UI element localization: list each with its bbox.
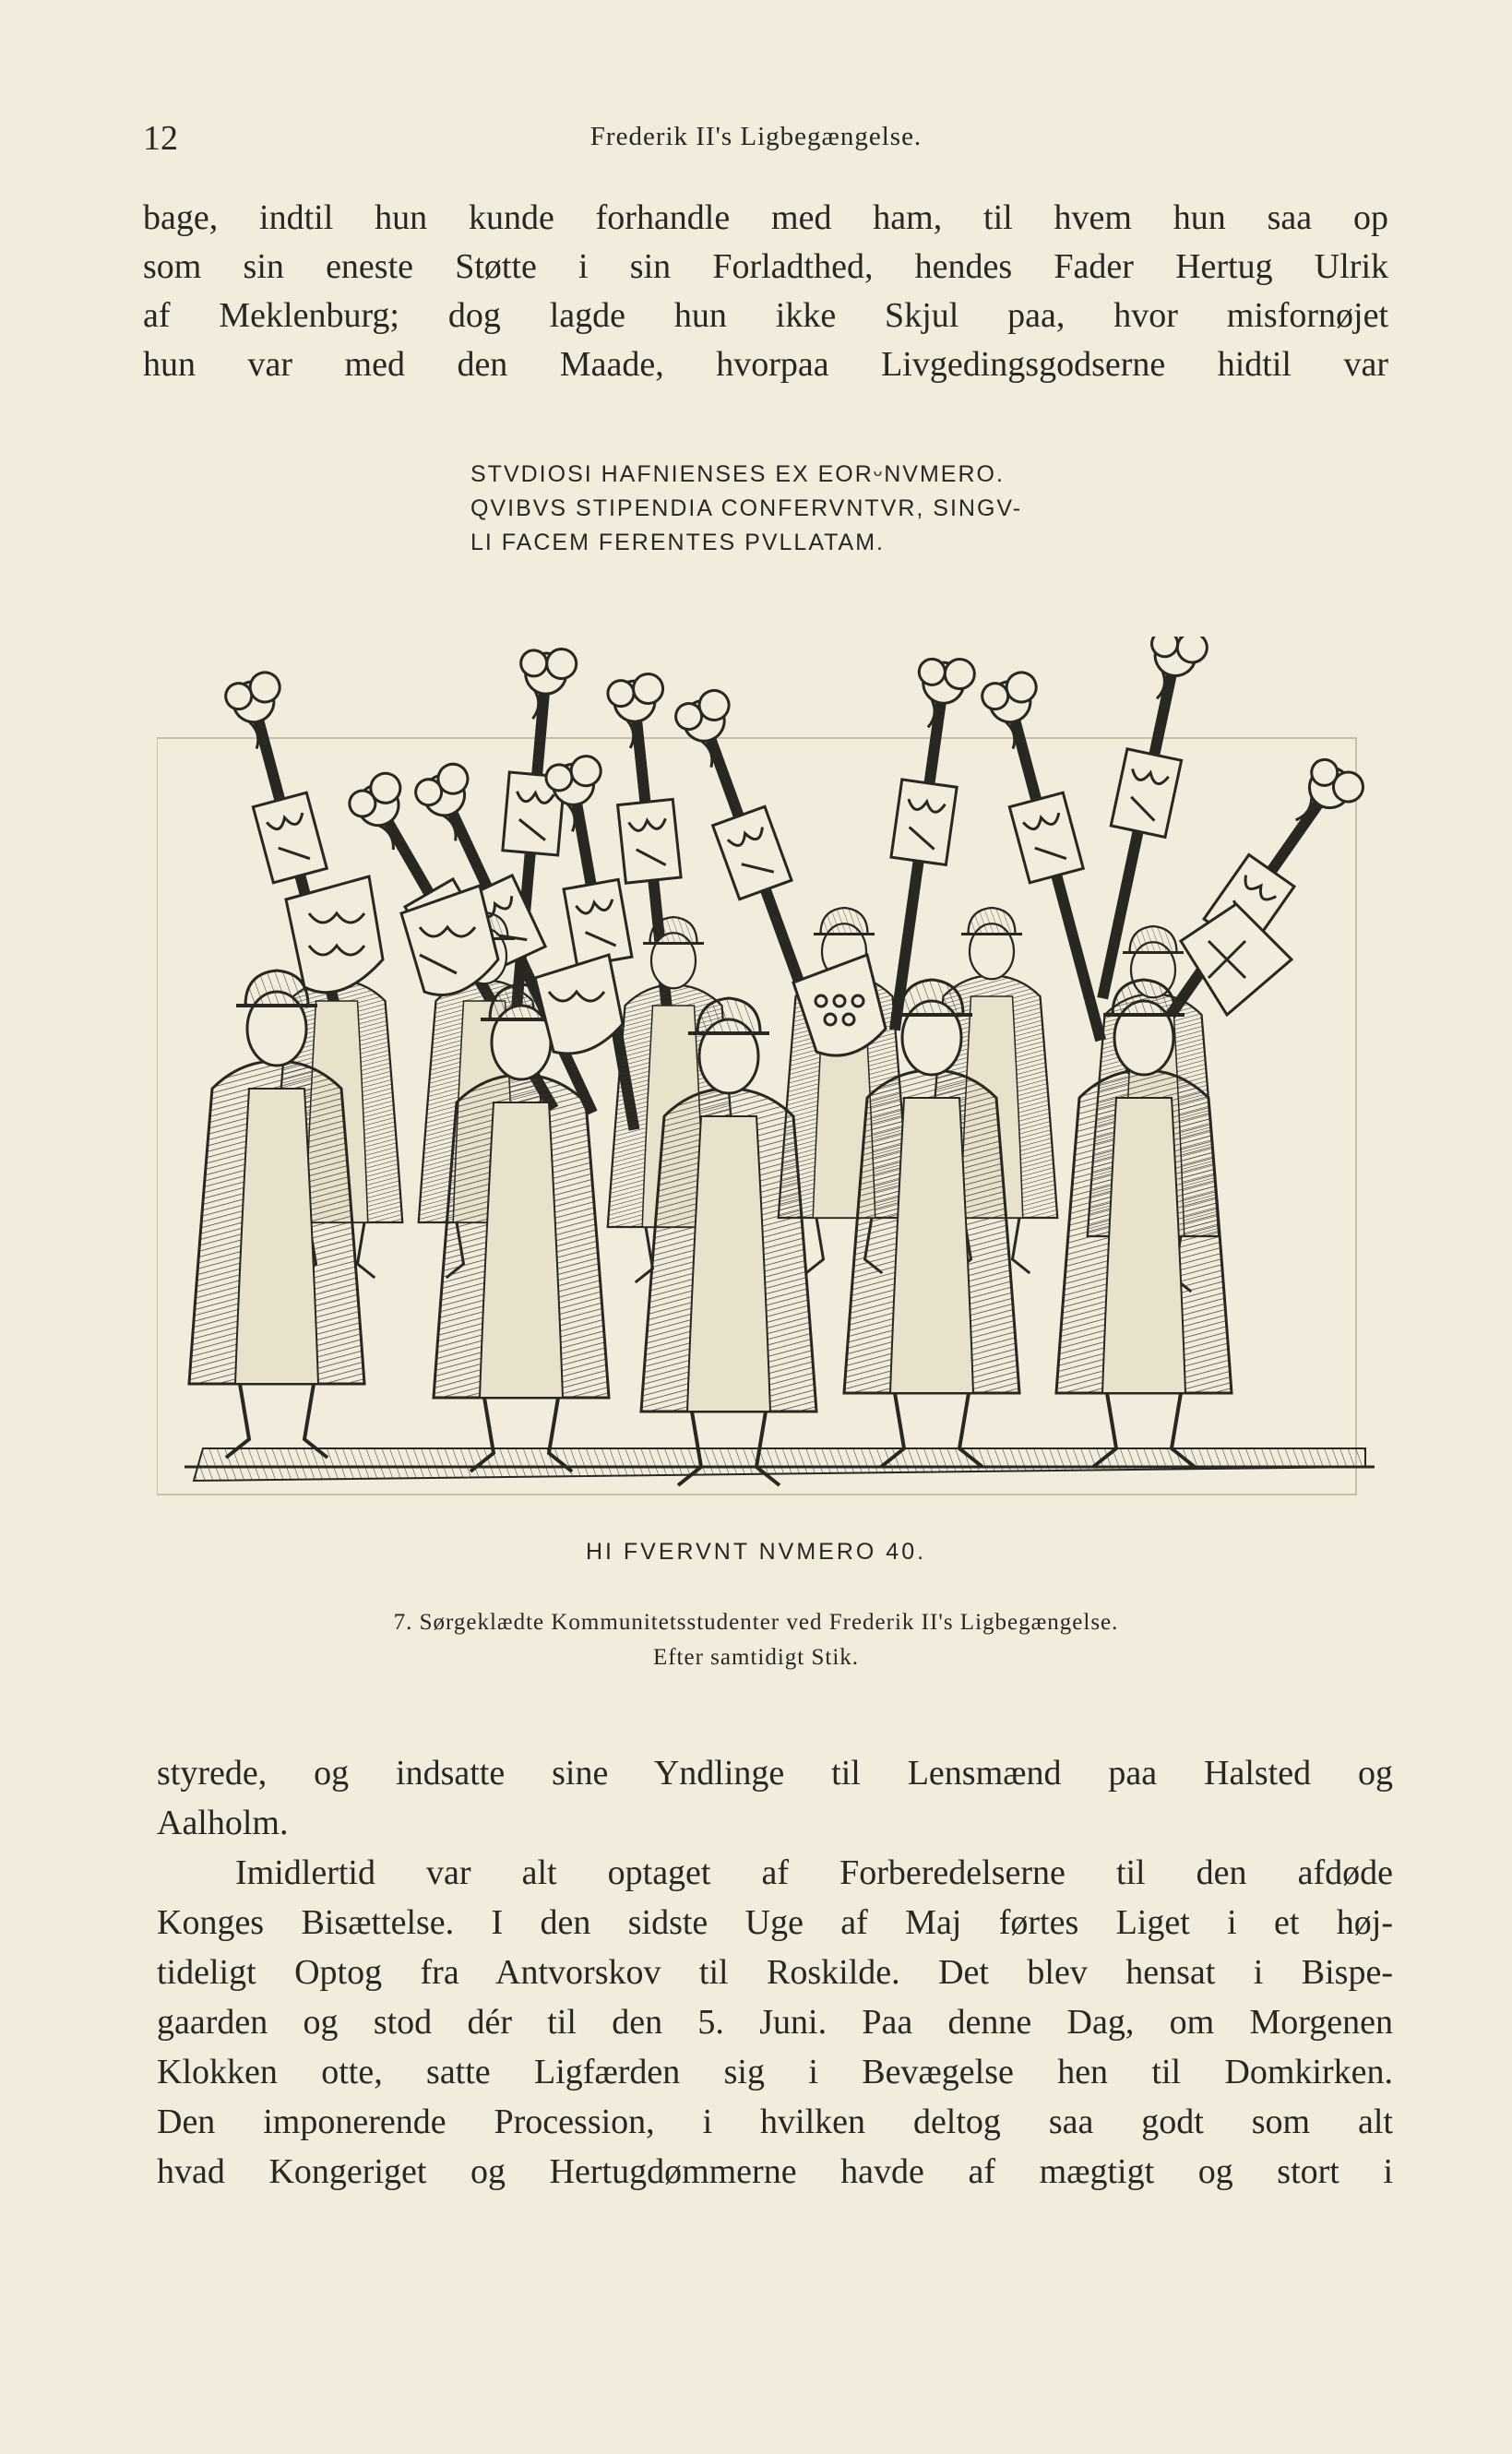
text-line: hun var med den Maade, hvorpaa Livgedingsgodserne hidtil var: [143, 345, 1388, 384]
running-title: Frederik II's Ligbegængelse.: [589, 122, 923, 151]
figure-caption-line: 7. Sørgeklædte Kommunitetsstudenter ved Frederik II's Ligbegængelse.: [393, 1610, 1119, 1635]
figure-caption-line: Efter samtidigt Stik.: [652, 1645, 860, 1670]
text-line: tideligt Optog fra Antvorskov til Roskilde. Det blev hensat i Bispe-: [157, 1953, 1393, 1992]
engraving-caption-line: LI FACEM FERENTES PVLLATAM.: [470, 530, 885, 555]
engraving-bottom-inscription: HI FVERVNT NVMERO 40.: [585, 1539, 927, 1565]
text-line: som sin eneste Støtte i sin Forladthed, hendes Fader Hertug Ulrik: [143, 247, 1388, 286]
engraving-illustration: [157, 637, 1384, 1531]
text-line: gaarden og stod dér til den 5. Juni. Paa denne Dag, om Morgenen: [157, 2003, 1393, 2042]
text-line: Imidlertid var alt optaget af Forberedelserne til den afdøde: [235, 1853, 1393, 1892]
text-line: Konges Bisættelse. I den sidste Uge af Maj førtes Liget i et høj-: [157, 1903, 1393, 1942]
figure-caption: [0, 1605, 1512, 1675]
engraving-caption-line: STVDIOSI HAFNIENSES EX EORᵕNVMERO.: [470, 461, 1005, 487]
text-line: hvad Kongeriget og Hertugdømmerne havde af mægtigt og stort i: [157, 2152, 1393, 2191]
page-number: 12: [143, 119, 178, 158]
text-line: Aalholm.: [157, 1804, 289, 1842]
engraving-caption-line: QVIBVS STIPENDIA CONFERVNTVR, SINGV-: [470, 495, 1023, 521]
text-line: bage, indtil hun kunde forhandle med ham, til hvem hun saa op: [143, 198, 1388, 237]
engraving-latin-caption: [470, 458, 1061, 560]
text-line: styrede, og indsatte sine Yndlinge til Lensmænd paa Halsted og: [157, 1754, 1393, 1793]
text-line: Klokken otte, satte Ligfærden sig i Bevægelse hen til Domkirken.: [157, 2053, 1393, 2091]
text-line: af Meklenburg; dog lagde hun ikke Skjul paa, hvor misfornøjet: [143, 296, 1388, 335]
text-line: Den imponerende Procession, i hvilken deltog saa godt som alt: [157, 2103, 1393, 2141]
